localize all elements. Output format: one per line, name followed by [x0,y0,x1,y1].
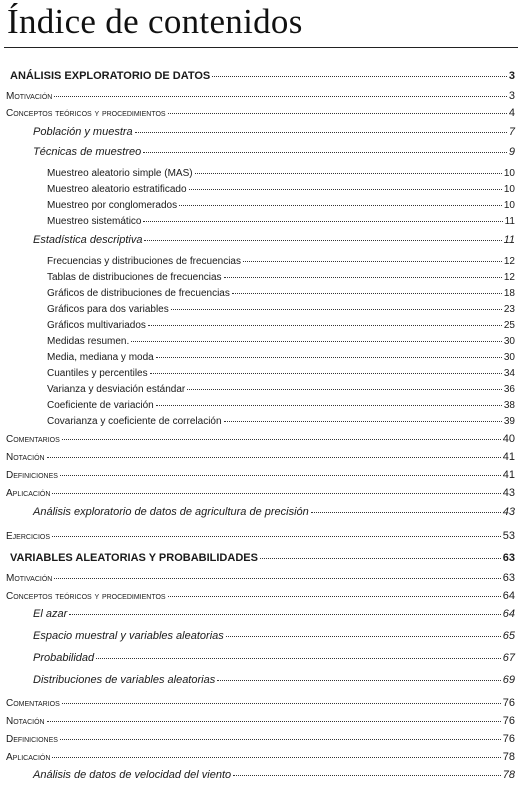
toc-entry-section[interactable] [0,530,524,548]
toc-entry-page: 76 [502,715,515,727]
toc-entry-label: VARIABLES ALEATORIAS Y PROBABILIDADES [10,552,258,564]
toc-entry-item[interactable] [0,216,524,232]
toc-entry-subsection[interactable] [0,674,524,696]
toc-entry-label: Muestreo aleatorio estratificado [47,184,187,195]
toc-entry-page: 40 [502,433,515,445]
dot-leader [62,703,501,704]
toc-entry-label: Probabilidad [33,652,95,664]
toc-entry-label: Muestreo sistemático [47,216,142,227]
toc-entry-label: Conceptos teóricos y procedimientos [6,108,166,119]
toc-entry-page: 63 [502,552,515,564]
toc-entry-page: 4 [508,107,515,119]
dot-leader [54,96,507,97]
toc-entry-label: Distribuciones de variables aleatorias [33,674,216,686]
dot-leader [54,578,500,579]
toc-entry-page: 9 [508,146,515,158]
toc-entry-label: Aplicación [6,488,51,499]
toc-entry-label: Tablas de distribuciones de frecuencias [47,272,222,283]
toc-entry-label: Varianza y desviación estándar [47,384,186,395]
toc-entry-item[interactable] [0,320,524,336]
dot-leader [168,596,501,597]
toc-entry-subsection[interactable] [0,506,524,528]
toc-entry-label: Coeficiente de variación [47,400,154,411]
toc-entry-item[interactable] [0,416,524,432]
toc-entry-page: 43 [502,506,515,518]
toc-entry-chapter[interactable] [0,70,524,90]
toc-entry-subsection[interactable] [0,769,524,791]
dot-leader [62,439,501,440]
toc-entry-label: Técnicas de muestreo [33,146,142,158]
toc-entry-page: 30 [503,336,515,347]
dot-leader [143,221,502,222]
dot-leader [144,240,501,241]
toc-entry-page: 53 [502,530,515,542]
toc-entry-page: 23 [503,304,515,315]
toc-entry-item[interactable] [0,336,524,352]
toc-entry-page: 67 [502,652,515,664]
title-rule [4,47,518,48]
toc-entry-label: Covarianza y coeficiente de correlación [47,416,222,427]
dot-leader [260,558,501,559]
dot-leader [171,309,502,310]
toc-entry-page: 11 [504,216,515,227]
toc-entry-section[interactable] [0,715,524,733]
toc-entry-chapter[interactable] [0,552,524,572]
toc-entry-item[interactable] [0,352,524,368]
dot-leader [224,277,502,278]
toc-entry-item[interactable] [0,288,524,304]
toc-entry-label: Notación [6,452,45,463]
dot-leader [52,757,500,758]
toc-entry-item[interactable] [0,168,524,184]
toc-entry-page: 78 [502,751,515,763]
toc-entry-label: Cuantiles y percentiles [47,368,148,379]
toc-entry-page: 65 [502,630,515,642]
dot-leader [233,775,501,776]
toc-entry-label: Gráficos multivariados [47,320,146,331]
toc-entry-section[interactable] [0,572,524,590]
dot-leader [226,636,501,637]
dot-leader [187,389,502,390]
toc-entry-item[interactable] [0,272,524,288]
toc-entry-item[interactable] [0,368,524,384]
dot-leader [179,205,502,206]
toc-entry-item[interactable] [0,256,524,272]
page-title: Índice de contenidos [7,2,303,41]
toc-entry-page: 10 [503,200,515,211]
dot-leader [131,341,502,342]
toc-entry-page: 41 [502,451,515,463]
dot-leader [52,536,501,537]
toc-entry-label: Conceptos teóricos y procedimientos [6,591,166,602]
dot-leader [212,76,507,77]
toc-entry-item[interactable] [0,304,524,320]
toc-entry-page: 38 [503,400,515,411]
dot-leader [52,493,500,494]
toc-entry-label: Gráficos para dos variables [47,304,169,315]
toc-entry-section[interactable] [0,733,524,751]
dot-leader [243,261,502,262]
toc-entry-section[interactable] [0,751,524,769]
toc-entry-page: 69 [502,674,515,686]
toc-entry-page: 30 [503,352,515,363]
toc-entry-label: Ejercicios [6,531,51,542]
toc-entry-section[interactable] [0,451,524,469]
toc-entry-label: Frecuencias y distribuciones de frecuencias [47,256,241,267]
toc-entry-page: 10 [503,184,515,195]
toc-entry-page: 7 [508,126,515,138]
dot-leader [150,373,502,374]
toc-entry-page: 18 [503,288,515,299]
toc-entry-page: 3 [508,90,515,102]
toc-entry-label: Media, mediana y moda [47,352,154,363]
toc-entry-label: Aplicación [6,752,51,763]
toc-entry-label: Espacio muestral y variables aleatorias [33,630,224,642]
toc-entry-label: Motivación [6,91,53,102]
toc-entry-page: 25 [503,320,515,331]
toc-entry-page: 43 [502,487,515,499]
dot-leader [60,739,501,740]
toc-entry-label: Análisis exploratorio de datos de agricultura de precisión [33,506,309,518]
toc-entry-section[interactable] [0,590,524,608]
toc-entry-label: Estadística descriptiva [33,234,143,246]
toc-entry-page: 3 [508,70,515,82]
toc-entry-page: 11 [503,234,515,246]
toc-entry-page: 12 [503,256,515,267]
toc-entry-page: 10 [503,168,515,179]
dot-leader [168,113,507,114]
toc-entry-label: El azar [33,608,68,620]
toc-entry-section[interactable] [0,433,524,451]
dot-leader [232,293,502,294]
toc-entry-label: Definiciones [6,470,58,481]
toc-entry-subsection[interactable] [0,608,524,630]
toc-entry-section[interactable] [0,90,524,107]
dot-leader [311,512,501,513]
toc-entry-page: 34 [503,368,515,379]
toc-entry-section[interactable] [0,469,524,487]
toc-entry-subsection[interactable] [0,234,524,254]
toc-entry-page: 64 [502,590,515,602]
toc-entry-item[interactable] [0,200,524,216]
toc-entry-subsection[interactable] [0,146,524,166]
toc-entry-label: Análisis de datos de velocidad del viento [33,769,232,781]
dot-leader [156,405,502,406]
toc-entry-label: ANÁLISIS EXPLORATORIO DE DATOS [10,70,211,82]
toc-entry-page: 64 [502,608,515,620]
toc-entry-label: Medidas resumen. [47,336,130,347]
dot-leader [148,325,502,326]
toc-entry-item[interactable] [0,400,524,416]
dot-leader [135,132,507,133]
dot-leader [60,475,501,476]
dot-leader [47,721,501,722]
dot-leader [96,658,501,659]
toc-entry-item[interactable] [0,184,524,200]
toc-entry-page: 76 [502,733,515,745]
toc-entry-subsection[interactable] [0,630,524,652]
toc-entry-label: Notación [6,716,45,727]
dot-leader [224,421,502,422]
toc-entry-page: 12 [503,272,515,283]
dot-leader [156,357,502,358]
toc-entry-label: Definiciones [6,734,58,745]
dot-leader [189,189,502,190]
toc-entry-label: Comentarios [6,698,60,709]
toc-entry-page: 39 [503,416,515,427]
toc-entry-subsection[interactable] [0,652,524,674]
toc-entry-label: Comentarios [6,434,60,445]
toc-entry-section[interactable] [0,697,524,715]
dot-leader [143,152,507,153]
table-of-contents [0,70,524,791]
dot-leader [195,173,502,174]
toc-entry-subsection[interactable] [0,126,524,146]
toc-entry-label: Muestreo por conglomerados [47,200,178,211]
toc-entry-page: 76 [502,697,515,709]
toc-entry-section[interactable] [0,487,524,505]
toc-entry-item[interactable] [0,384,524,400]
toc-entry-page: 78 [502,769,515,781]
dot-leader [69,614,501,615]
toc-entry-label: Muestreo aleatorio simple (MAS) [47,168,193,179]
toc-entry-page: 63 [502,572,515,584]
dot-leader [217,680,501,681]
toc-entry-label: Gráficos de distribuciones de frecuencias [47,288,230,299]
toc-entry-label: Motivación [6,573,53,584]
toc-entry-section[interactable] [0,107,524,124]
toc-entry-page: 41 [502,469,515,481]
toc-entry-page: 36 [503,384,515,395]
toc-entry-label: Población y muestra [33,126,133,138]
dot-leader [47,457,501,458]
